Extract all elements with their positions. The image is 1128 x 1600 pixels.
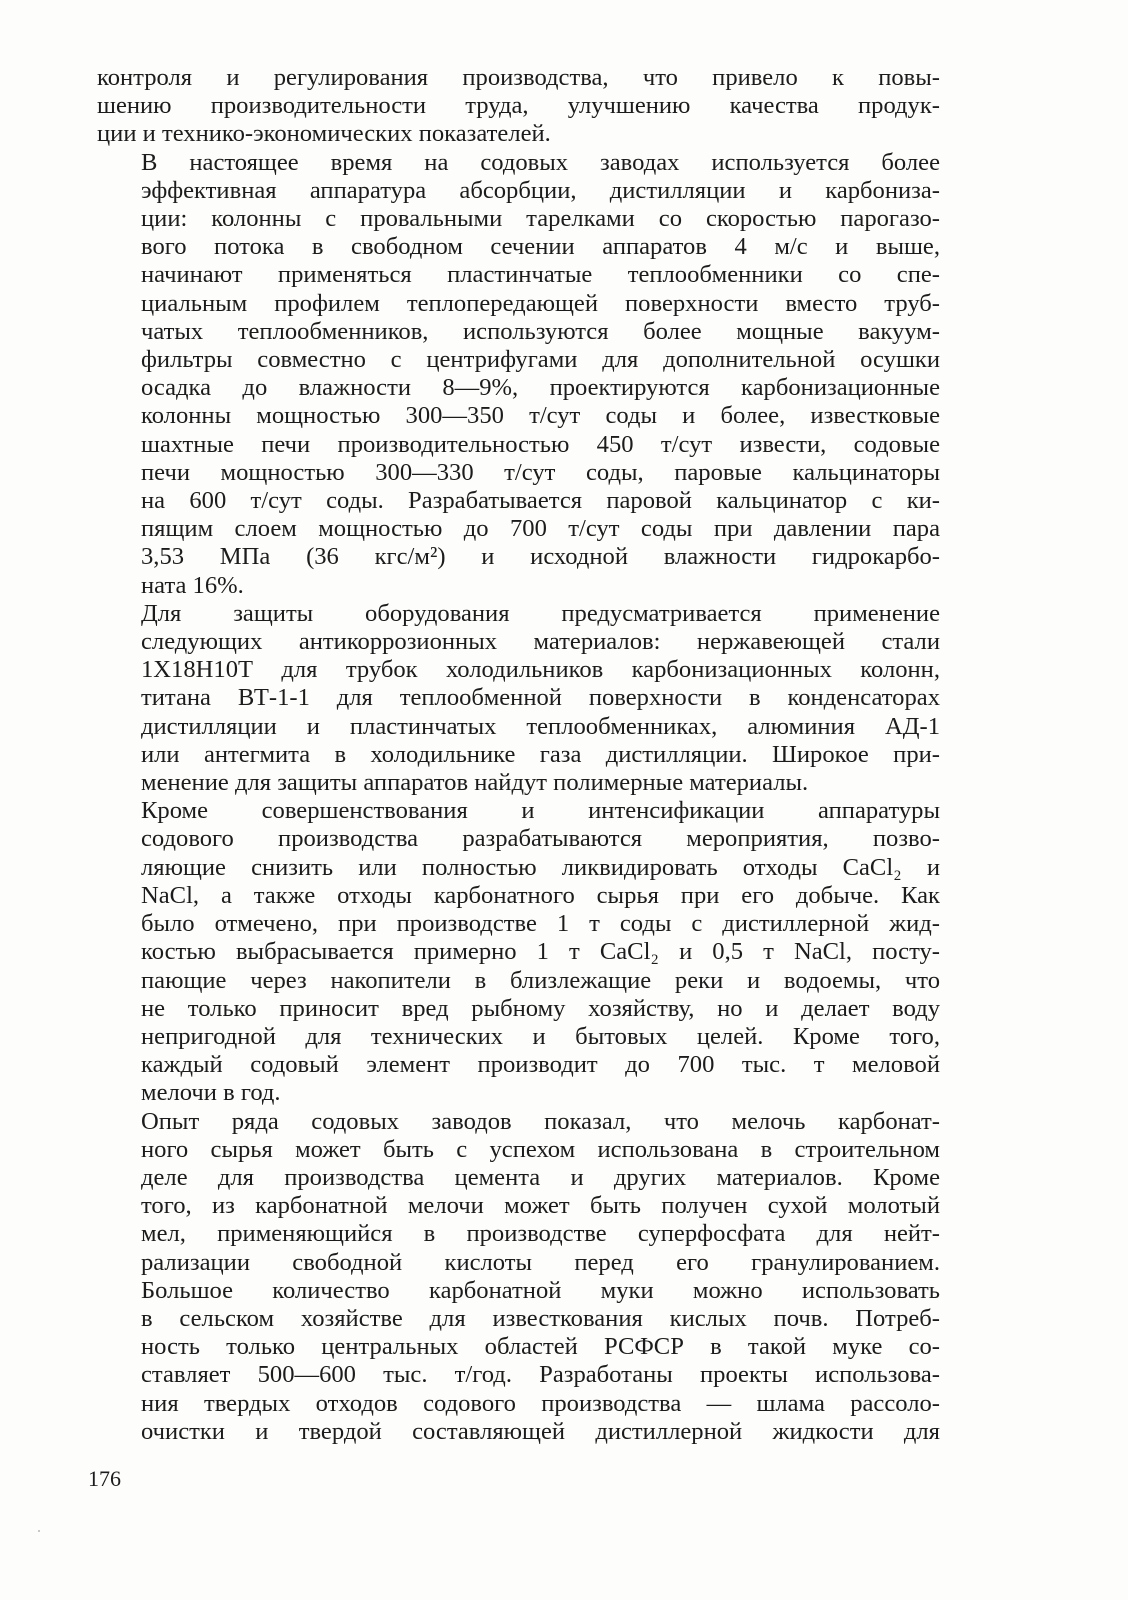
text-line: дистилляции и пластинчатых теплообменниках, алюминия АД-1 <box>141 712 940 740</box>
page-number: 176 <box>88 1466 121 1491</box>
text-line: пающие через накопители в близлежащие реки и водоемы, что <box>141 966 940 994</box>
text-line: Опыт ряда содовых заводов показал, что мелочь карбонат- <box>141 1107 940 1135</box>
text-line: каждый содовый элемент производит до 700 тыс. т меловой <box>141 1051 940 1079</box>
text-line: осадка до влажности 8—9%, проектируются карбонизационные <box>141 374 940 402</box>
text-line: вого потока в свободном сечении аппаратов 4 м/с и выше, <box>141 233 940 261</box>
text-line: непригодной для технических и бытовых целей. Кроме того, <box>141 1022 940 1050</box>
text-line: колонны мощностью 300—350 т/сут соды и более, известковые <box>141 402 940 430</box>
text-line: ния твердых отходов содового производства — шлама рассоло- <box>141 1389 940 1417</box>
text-line: очистки и твердой составляющей дистиллерной жидкости для <box>141 1417 940 1445</box>
text-line: 3,53 МПа (36 кгс/м²) и исходной влажности гидрокарбо- <box>141 543 940 571</box>
text-line: содового производства разрабатываются мероприятия, позво- <box>141 825 940 853</box>
text-line: ции и технико-экономических показателей. <box>97 120 551 148</box>
text-line: пящим слоем мощностью до 700 т/сут соды при давлении пара <box>141 515 940 543</box>
text-line: В настоящее время на содовых заводах используется более <box>141 148 940 176</box>
text-line: следующих антикоррозионных материалов: нержавеющей стали <box>141 628 940 656</box>
text-line: ната 16%. <box>141 571 244 599</box>
text-line: деле для производства цемента и других материалов. Кроме <box>141 1163 940 1191</box>
text-line: костью выбрасывается примерно 1 т CaCl₂ и 0,5 т NaCl, посту- <box>141 938 940 966</box>
text-line: мелочи в год. <box>141 1079 281 1107</box>
text-line: того, из карбонатной мелочи может быть получен сухой молотый <box>141 1192 940 1220</box>
text-line: было отмечено, при производстве 1 т соды с дистиллерной жид- <box>141 910 940 938</box>
text-line: контроля и регулирования производства, что привело к повы- <box>97 64 940 91</box>
text-line: ставляет 500—600 тыс. т/год. Разработаны проекты использова- <box>141 1361 940 1389</box>
paragraph <box>97 797 940 1107</box>
text-line: ность только центральных областей РСФСР в такой муке со- <box>141 1333 940 1361</box>
text-line: NaCl, а также отходы карбонатного сырья при его добыче. Как <box>141 881 940 909</box>
text-line: рализации свободной кислоты перед его гранулированием. <box>141 1248 940 1276</box>
text-line: на 600 т/сут соды. Разрабатывается паровой кальцинатор с ки- <box>141 487 940 515</box>
text-line: циальным профилем теплопередающей поверхности вместо труб- <box>141 289 940 317</box>
text-line: ции: колонны с провальными тарелками со скоростью парогазо- <box>141 205 940 233</box>
paragraph <box>97 1108 940 1446</box>
text-line: титана ВТ-1-1 для теплообменной поверхности в конденсаторах <box>141 684 940 712</box>
text-line: мел, применяющийся в производстве суперфосфата для нейт- <box>141 1220 940 1248</box>
text-line: в сельском хозяйстве для известкования кислых почв. Потреб- <box>141 1304 940 1332</box>
text-line: чатых теплообменников, используются более мощные вакуум- <box>141 317 940 345</box>
text-line: или антегмита в холодильнике газа дистилляции. Широкое при- <box>141 740 940 768</box>
paragraph <box>97 64 940 149</box>
text-line: фильтры совместно с центрифугами для дополнительной осушки <box>141 346 940 374</box>
text-line: Для защиты оборудования предусматривается применение <box>141 599 940 627</box>
text-line: Большое количество карбонатной муки можно использовать <box>141 1276 940 1304</box>
text-line: шахтные печи производительностью 450 т/сут извести, содовые <box>141 430 940 458</box>
paper-speck <box>38 1530 40 1532</box>
text-line: шению производительности труда, улучшению качества продук- <box>97 92 940 120</box>
text-line: Кроме совершенствования и интенсификации аппаратуры <box>141 797 940 825</box>
text-line: менение для защиты аппаратов найдут полимерные материалы. <box>141 769 809 797</box>
text-line: печи мощностью 300—330 т/сут соды, паровые кальцинаторы <box>141 458 940 486</box>
body-text <box>97 64 940 1446</box>
text-line: не только приносит вред рыбному хозяйству, но и делает воду <box>141 994 940 1022</box>
text-line: эффективная аппаратура абсорбции, дистилляции и карбониза- <box>141 176 940 204</box>
text-line: начинают применяться пластинчатые теплообменники со спе- <box>141 261 940 289</box>
text-line: ного сырья может быть с успехом использована в строительном <box>141 1135 940 1163</box>
text-line: 1Х18Н10Т для трубок холодильников карбонизационных колонн, <box>141 656 940 684</box>
paragraph <box>97 600 940 797</box>
text-line: ляющие снизить или полностью ликвидировать отходы CaCl₂ и <box>141 853 940 881</box>
paragraph <box>97 149 940 600</box>
